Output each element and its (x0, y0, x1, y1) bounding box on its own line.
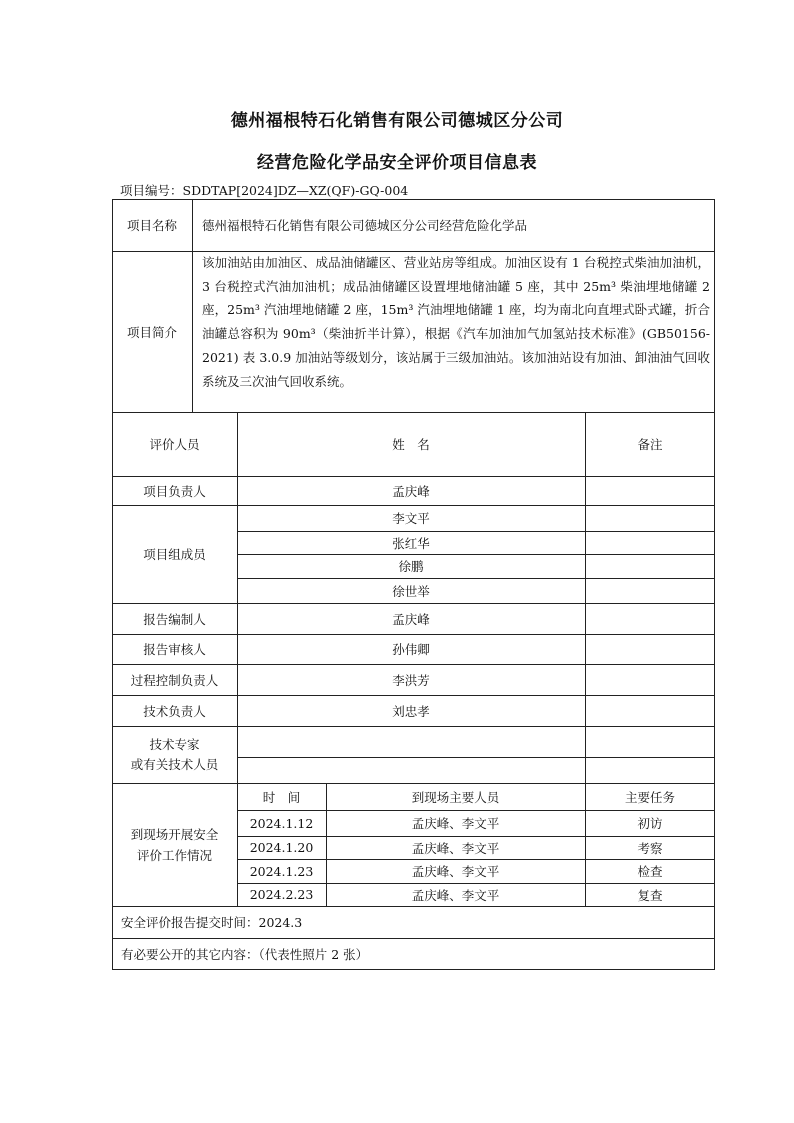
visit-task: 复查 (637, 887, 663, 903)
col-header-people: 到现场主要人员 (411, 789, 500, 805)
report-reviewer-name: 孙伟卿 (392, 642, 430, 657)
document-title: 德州福根特石化销售有限公司德城区分公司 (230, 111, 564, 131)
visit-task: 检查 (637, 864, 663, 879)
visit-date: 2024.1.20 (249, 840, 314, 855)
visit-date: 2024.2.23 (249, 887, 314, 902)
visit-task: 初访 (637, 816, 663, 831)
site-work-label-line1: 到现场开展安全 (130, 826, 219, 842)
project-intro-label: 项目简介 (126, 324, 177, 340)
member-name: 张红华 (392, 535, 430, 551)
col-header-name: 姓 名 (392, 437, 430, 452)
report-reviewer-label: 报告审核人 (143, 642, 206, 657)
report-author-label: 报告编制人 (143, 611, 206, 627)
project-intro-text: 该加油站由加油区、成品油储罐区、营业站房等组成。加油区设有 1 台税控式柴油加油机，3 台税控式汽油加油机；成品油储罐区设置埋地储油罐 5 座，其中 25m³ 柴油埋地储罐 2 座，25m³ 汽油埋地储罐 2 座，15m³ 汽油埋地储罐 1 座，均为南北向直埋式卧式罐，折合油罐总容积为 90m³（柴油折半计算），根据《汽车加油加气加氢站技术标准》(GB50156-2021) 表 3.0.9 加油站等级划分，该站属于三级加油站。该加油站设有加油、卸油油气回收系统及三次油气回收系统。 (202, 255, 710, 389)
col-header-task: 主要任务 (624, 789, 675, 805)
member-name: 李文平 (392, 511, 430, 526)
leader-name: 孟庆峰 (392, 483, 430, 499)
members-label: 项目组成员 (143, 547, 206, 562)
col-header-time: 时 间 (262, 789, 301, 805)
project-name-value: 德州福根特石化销售有限公司德城区分公司经营危险化学品 (202, 218, 528, 233)
report-submit-time: 安全评价报告提交时间：2024.3 (121, 915, 303, 930)
visit-people: 孟庆峰、李文平 (411, 864, 500, 879)
col-header-note: 备注 (637, 437, 663, 452)
document-subtitle: 经营危险化学品安全评价项目信息表 (257, 153, 537, 173)
process-control-name: 李洪芳 (392, 672, 430, 688)
other-public-content: 有必要公开的其它内容：（代表性照片 2 张） (121, 947, 369, 962)
experts-label-line1: 技术专家 (149, 736, 200, 752)
visit-people: 孟庆峰、李文平 (411, 887, 500, 903)
site-work-label-line2: 评价工作情况 (136, 847, 212, 863)
member-name: 徐鹏 (398, 559, 424, 574)
process-control-label: 过程控制负责人 (130, 672, 219, 688)
visit-people: 孟庆峰、李文平 (411, 840, 500, 856)
report-author-name: 孟庆峰 (392, 611, 430, 627)
site-work-label (112, 783, 237, 906)
experts-label-line2: 或有关技术人员 (130, 756, 219, 772)
col-header-role: 评价人员 (149, 437, 200, 452)
project-number: 项目编号：SDDTAP[2024]DZ—XZ(QF)-GQ-004 (120, 183, 409, 198)
visit-task: 考察 (637, 840, 663, 856)
visit-date: 2024.1.12 (249, 815, 314, 831)
project-name-label: 项目名称 (126, 218, 177, 233)
tech-lead-label: 技术负责人 (143, 703, 206, 719)
visit-people: 孟庆峰、李文平 (411, 816, 500, 831)
member-name: 徐世举 (392, 583, 430, 599)
tech-lead-name: 刘忠孝 (392, 703, 430, 719)
visit-date: 2024.1.23 (249, 863, 314, 879)
experts-label (112, 726, 237, 783)
leader-label: 项目负责人 (143, 483, 206, 499)
